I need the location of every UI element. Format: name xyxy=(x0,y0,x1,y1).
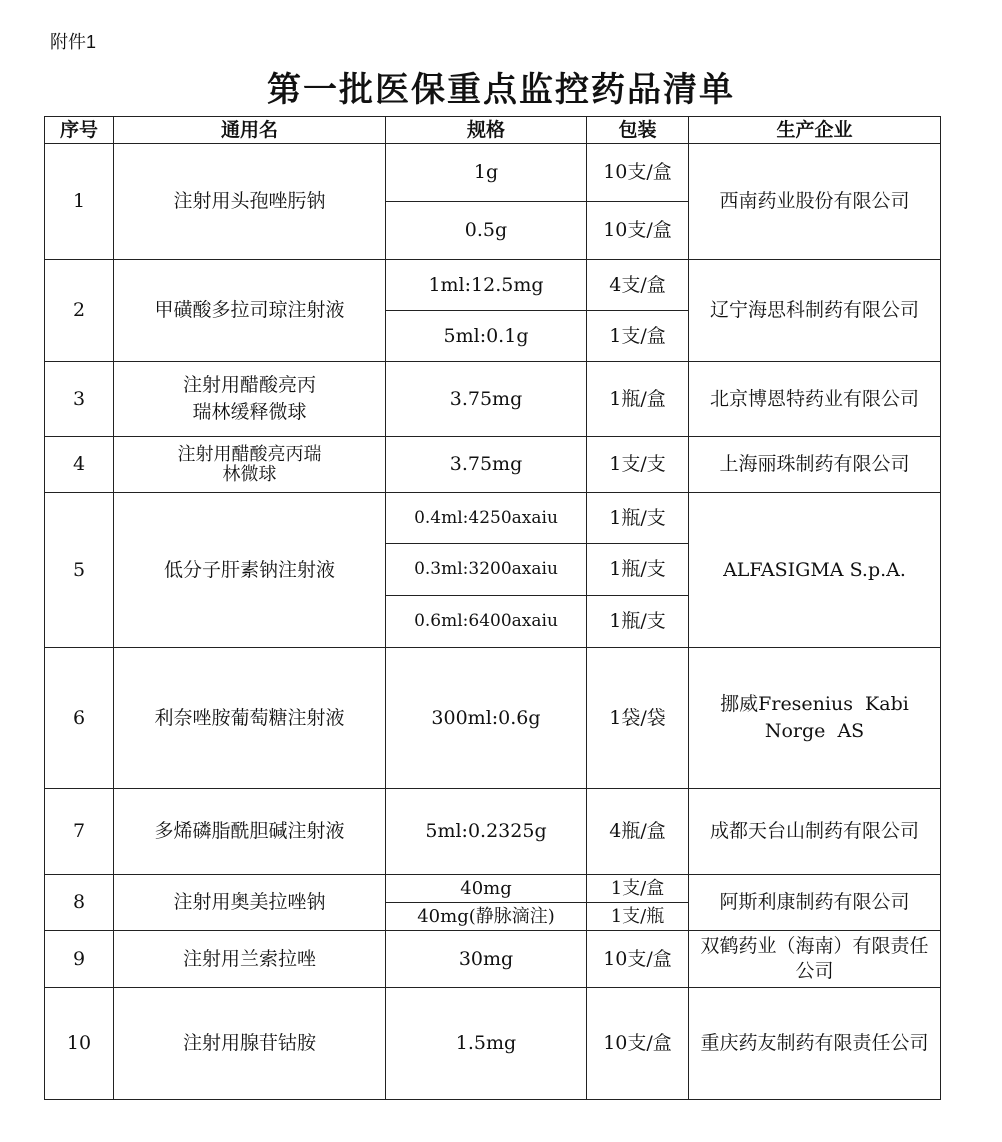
cell-spec: 0.6ml:6400axaiu xyxy=(386,596,587,648)
cell-mfr: 上海丽珠制药有限公司 xyxy=(689,437,941,493)
cell-name: 注射用醋酸亮丙瑞林缓释微球 xyxy=(114,362,386,437)
table-row xyxy=(45,144,941,202)
cell-seq: 10 xyxy=(45,988,114,1100)
cell-spec: 0.5g xyxy=(386,202,587,260)
cell-seq: 7 xyxy=(45,789,114,875)
header-seq: 序号 xyxy=(45,117,114,144)
cell-name: 注射用奥美拉唑钠 xyxy=(114,875,386,931)
cell-pack: 1支/瓶 xyxy=(587,903,689,931)
cell-pack: 10支/盒 xyxy=(587,931,689,988)
cell-mfr: 成都天台山制药有限公司 xyxy=(689,789,941,875)
cell-spec: 40mg xyxy=(386,875,587,903)
cell-mfr: 阿斯利康制药有限公司 xyxy=(689,875,941,931)
cell-mfr: 西南药业股份有限公司 xyxy=(689,144,941,260)
document-title: 第一批医保重点监控药品清单 xyxy=(267,70,735,110)
cell-mfr: 北京博恩特药业有限公司 xyxy=(689,362,941,437)
cell-spec: 5ml:0.2325g xyxy=(386,789,587,875)
cell-spec: 1g xyxy=(386,144,587,202)
cell-pack: 1瓶/支 xyxy=(587,596,689,648)
cell-pack: 1瓶/支 xyxy=(587,493,689,544)
cell-name: 注射用醋酸亮丙瑞林微球 xyxy=(114,437,386,493)
cell-name: 利奈唑胺葡萄糖注射液 xyxy=(114,648,386,789)
cell-seq: 4 xyxy=(45,437,114,493)
cell-spec: 30mg xyxy=(386,931,587,988)
table-row xyxy=(45,260,941,311)
header-name: 通用名 xyxy=(114,117,386,144)
cell-spec: 3.75mg xyxy=(386,362,587,437)
header-pack: 包装 xyxy=(587,117,689,144)
table-row xyxy=(45,789,941,875)
cell-seq: 1 xyxy=(45,144,114,260)
table-row xyxy=(45,931,941,988)
cell-name: 低分子肝素钠注射液 xyxy=(114,493,386,648)
cell-mfr: 辽宁海思科制药有限公司 xyxy=(689,260,941,362)
cell-spec: 0.4ml:4250axaiu xyxy=(386,493,587,544)
cell-seq: 3 xyxy=(45,362,114,437)
cell-spec: 0.3ml:3200axaiu xyxy=(386,544,587,596)
cell-spec: 300ml:0.6g xyxy=(386,648,587,789)
cell-pack: 1瓶/盒 xyxy=(587,362,689,437)
cell-pack: 1袋/袋 xyxy=(587,648,689,789)
table-row xyxy=(45,437,941,493)
cell-seq: 6 xyxy=(45,648,114,789)
cell-name: 注射用腺苷钴胺 xyxy=(114,988,386,1100)
table-row xyxy=(45,362,941,437)
cell-mfr: ALFASIGMA S.p.A. xyxy=(689,493,941,648)
cell-seq: 8 xyxy=(45,875,114,931)
table-row xyxy=(45,648,941,789)
cell-pack: 1支/盒 xyxy=(587,875,689,903)
cell-name: 注射用头孢唑肟钠 xyxy=(114,144,386,260)
cell-spec: 1ml:12.5mg xyxy=(386,260,587,311)
cell-pack: 4支/盒 xyxy=(587,260,689,311)
cell-pack: 10支/盒 xyxy=(587,988,689,1100)
cell-spec: 3.75mg xyxy=(386,437,587,493)
header-row xyxy=(45,117,941,144)
cell-spec: 1.5mg xyxy=(386,988,587,1100)
cell-name: 多烯磷脂酰胆碱注射液 xyxy=(114,789,386,875)
table-row xyxy=(45,988,941,1100)
cell-seq: 2 xyxy=(45,260,114,362)
cell-pack: 10支/盒 xyxy=(587,144,689,202)
cell-spec: 5ml:0.1g xyxy=(386,311,587,362)
cell-seq: 5 xyxy=(45,493,114,648)
drug-list-table xyxy=(44,116,941,1100)
header-spec: 规格 xyxy=(386,117,587,144)
cell-pack: 1瓶/支 xyxy=(587,544,689,596)
cell-mfr: 双鹤药业（海南）有限责任公司 xyxy=(689,931,941,988)
cell-pack: 10支/盒 xyxy=(587,202,689,260)
cell-name: 甲磺酸多拉司琼注射液 xyxy=(114,260,386,362)
cell-pack: 1支/盒 xyxy=(587,311,689,362)
header-mfr: 生产企业 xyxy=(689,117,941,144)
cell-mfr: 重庆药友制药有限责任公司 xyxy=(689,988,941,1100)
cell-name: 注射用兰索拉唑 xyxy=(114,931,386,988)
attachment-label: 附件1 xyxy=(50,32,97,52)
cell-pack: 4瓶/盒 xyxy=(587,789,689,875)
table-row xyxy=(45,875,941,903)
cell-mfr: 挪威Fresenius Kabi Norge AS xyxy=(689,648,941,789)
cell-seq: 9 xyxy=(45,931,114,988)
cell-spec: 40mg(静脉滴注) xyxy=(386,903,587,931)
cell-pack: 1支/支 xyxy=(587,437,689,493)
table-row xyxy=(45,493,941,544)
